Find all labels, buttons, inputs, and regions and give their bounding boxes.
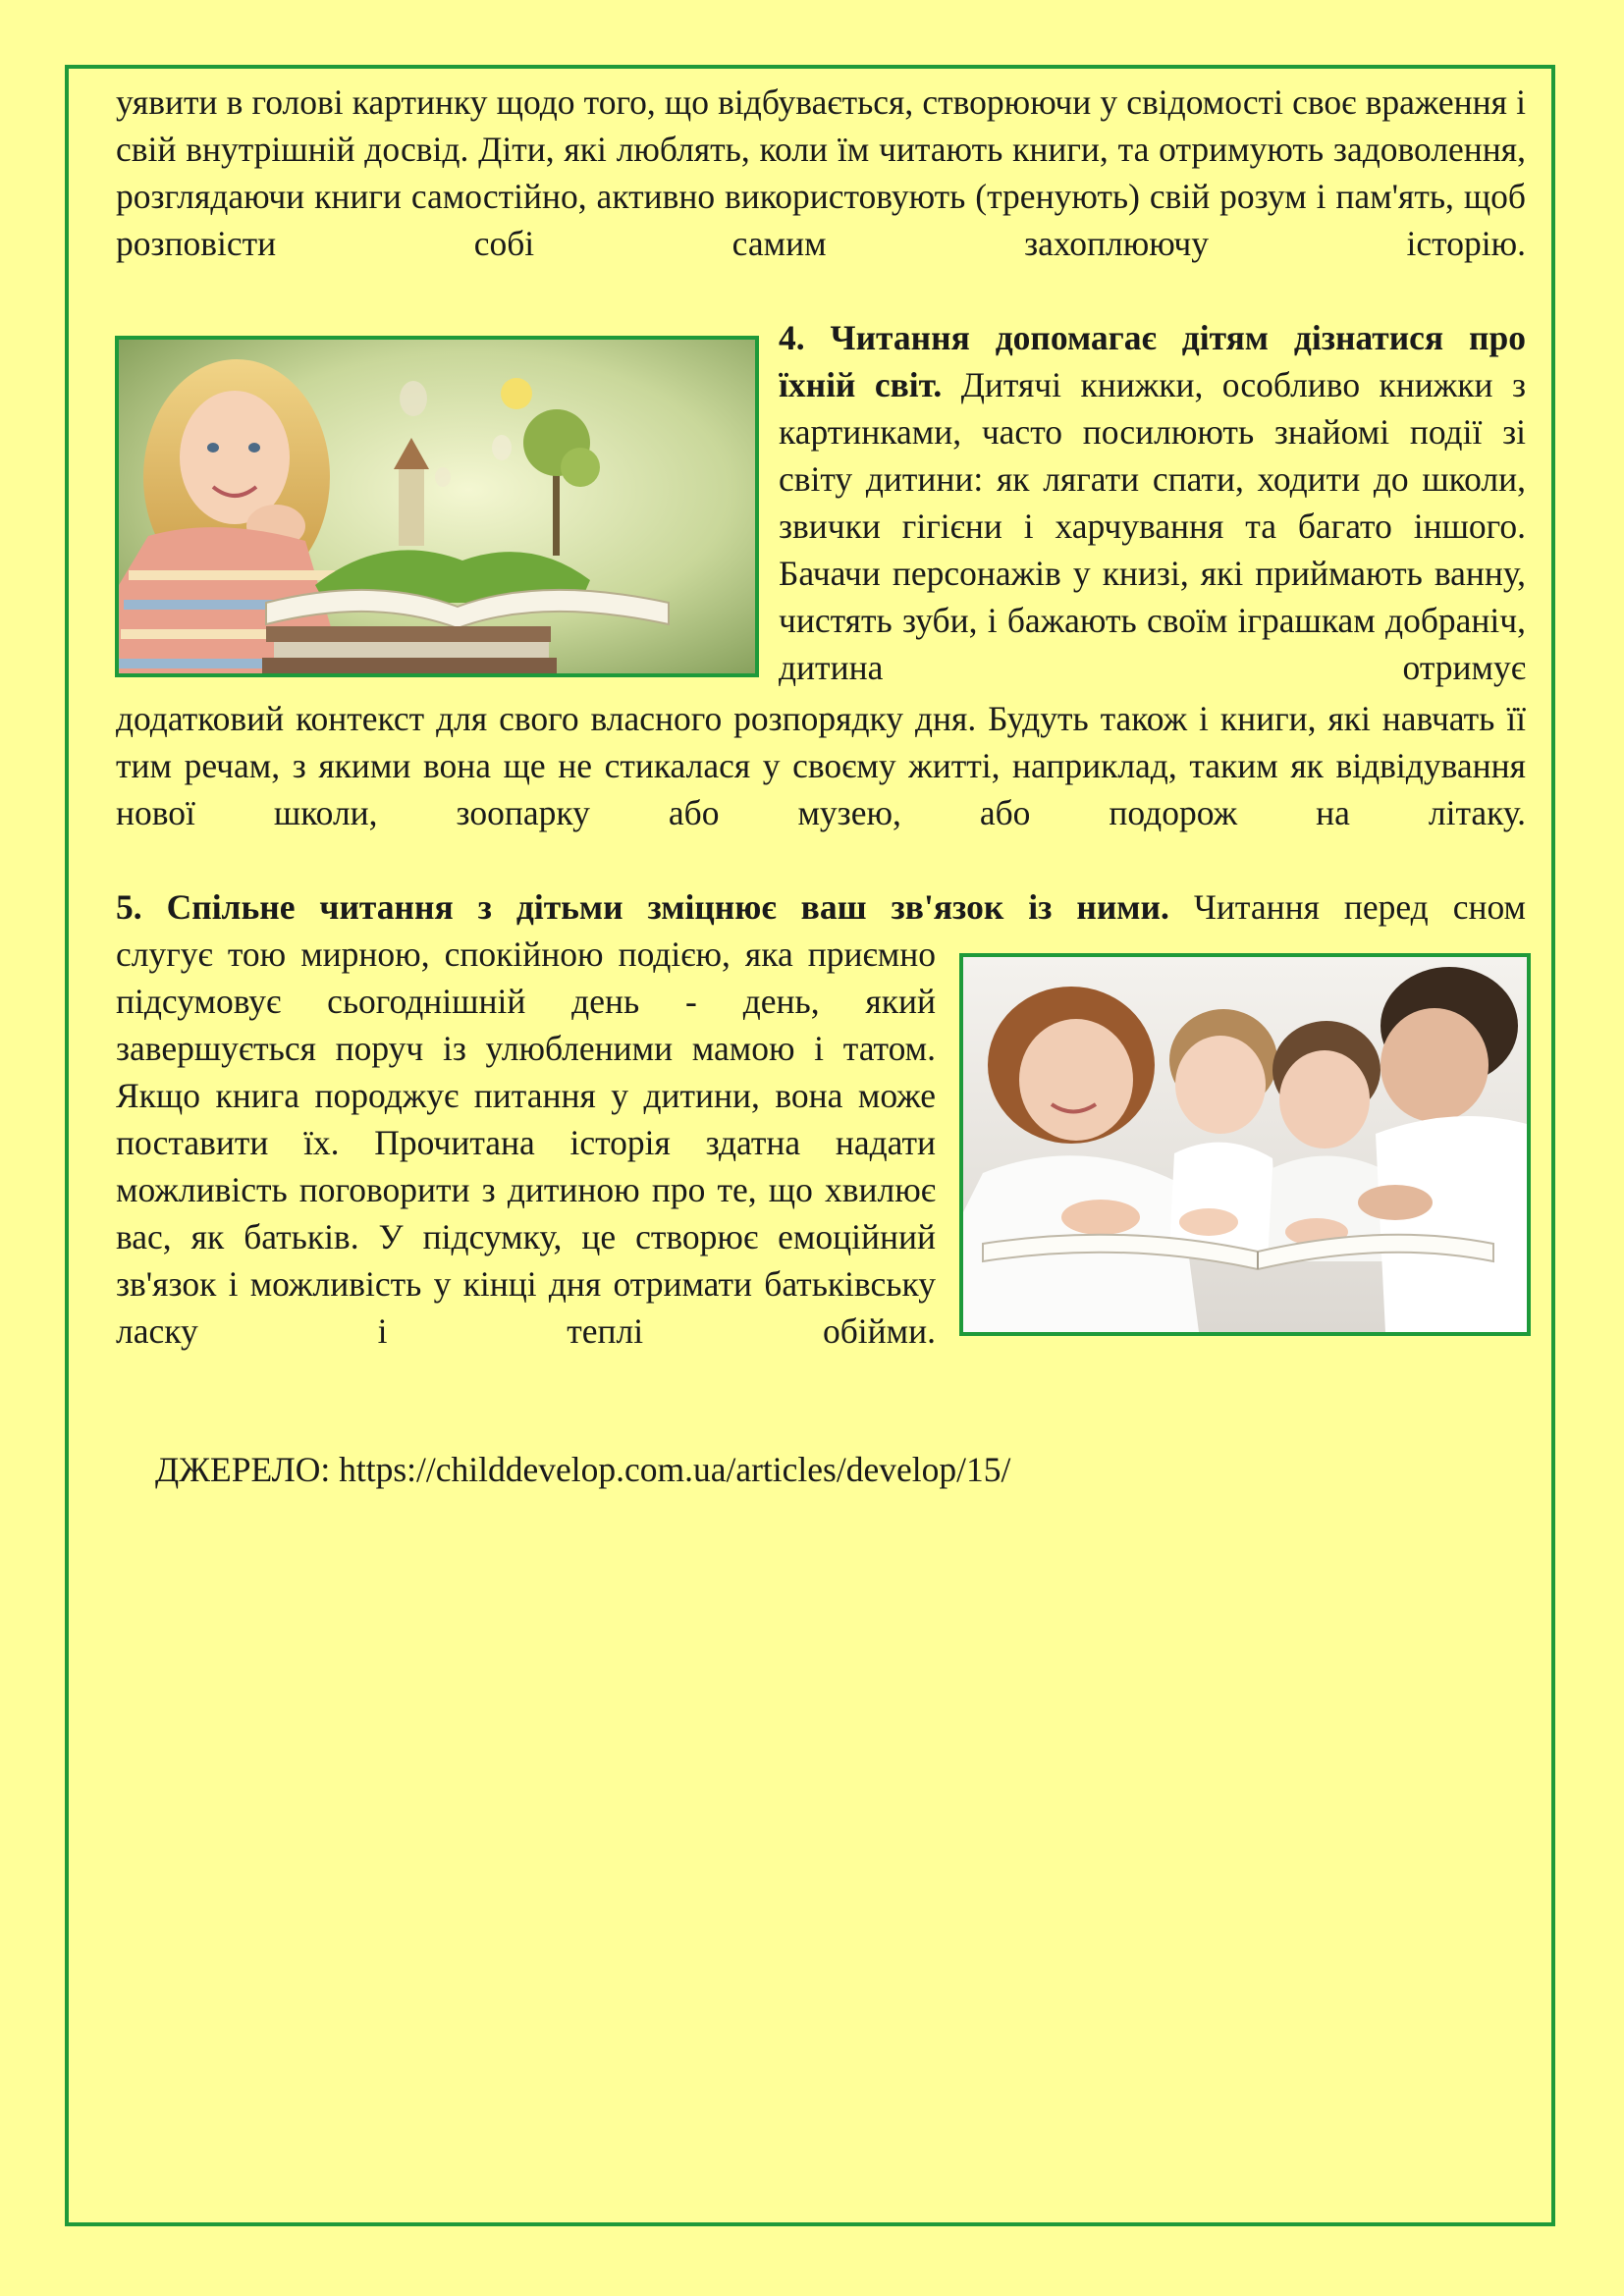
intro-paragraph: уявити в голові картинку щодо того, що відбувається, створюючи у свідомості своє враження і свій внутрішній досвід. Діти, які люблять, коли їм читають книги, та отримують задоволення, розглядаючи книги самостійно, активно використовують (тренують) свій розум і пам'ять, щоб розповісти собі самим захоплюючу історію. [116, 82, 1526, 263]
section-5-first-line [116, 883, 1526, 931]
section-5-text-beside-image: слугує тою мирною, спокійною подією, яка приємно підсумовує сьогоднішній день - день, який завершується поруч із улюбленими мамою і татом. Якщо книга породжує питання у дитини, вона може поставити їх. Прочитана історія здатна надати можливість поговорити з дитиною про те, що хвилює вас, як батьків. У підсумку, це створює емоційний зв'язок і можливість у кінці дня отримати батьківську ласку і теплі обійми. [116, 934, 936, 1351]
section-5-body-start: Читання перед сном [1193, 887, 1527, 927]
girl-reading-book-image [115, 336, 759, 677]
family-reading-illustration [963, 957, 1527, 1332]
source-label: ДЖЕРЕЛО: [155, 1450, 331, 1489]
girl-with-magic-book-illustration [119, 340, 755, 673]
family-reading-image [959, 953, 1531, 1336]
source-line [155, 1446, 1010, 1493]
section-4-heading: 4. Читання допомагає дітям дізнатися про їхній світ. [779, 318, 1526, 404]
section-4-body-part-1: Дитячі книжки, особливо книжки з картинками, часто посилюють знайомі події зі світу дитини: як лягати спати, ходити до школи, звички гігієни і харчування та багато іншого. Бачачи персонажів у книзі, які приймають ванну, чистять зуби, і бажають своїм іграшкам добраніч, дитина отримує [779, 365, 1526, 687]
section-4-text-full-width: додатковий контекст для свого власного розпорядку дня. Будуть також і книги, які навчать її тим речам, з якими вона ще не стикалася у своєму житті, наприклад, таким як відвідування нової школи, зоопарку або музею, або подорож на літаку. [116, 699, 1526, 832]
section-5-heading: 5. Спільне читання з дітьми зміцнює ваш зв'язок із ними. [116, 887, 1169, 927]
section-4-text-beside-image [779, 314, 1526, 691]
source-link[interactable]: https://childdevelop.com.ua/articles/develop/15/ [339, 1450, 1011, 1489]
